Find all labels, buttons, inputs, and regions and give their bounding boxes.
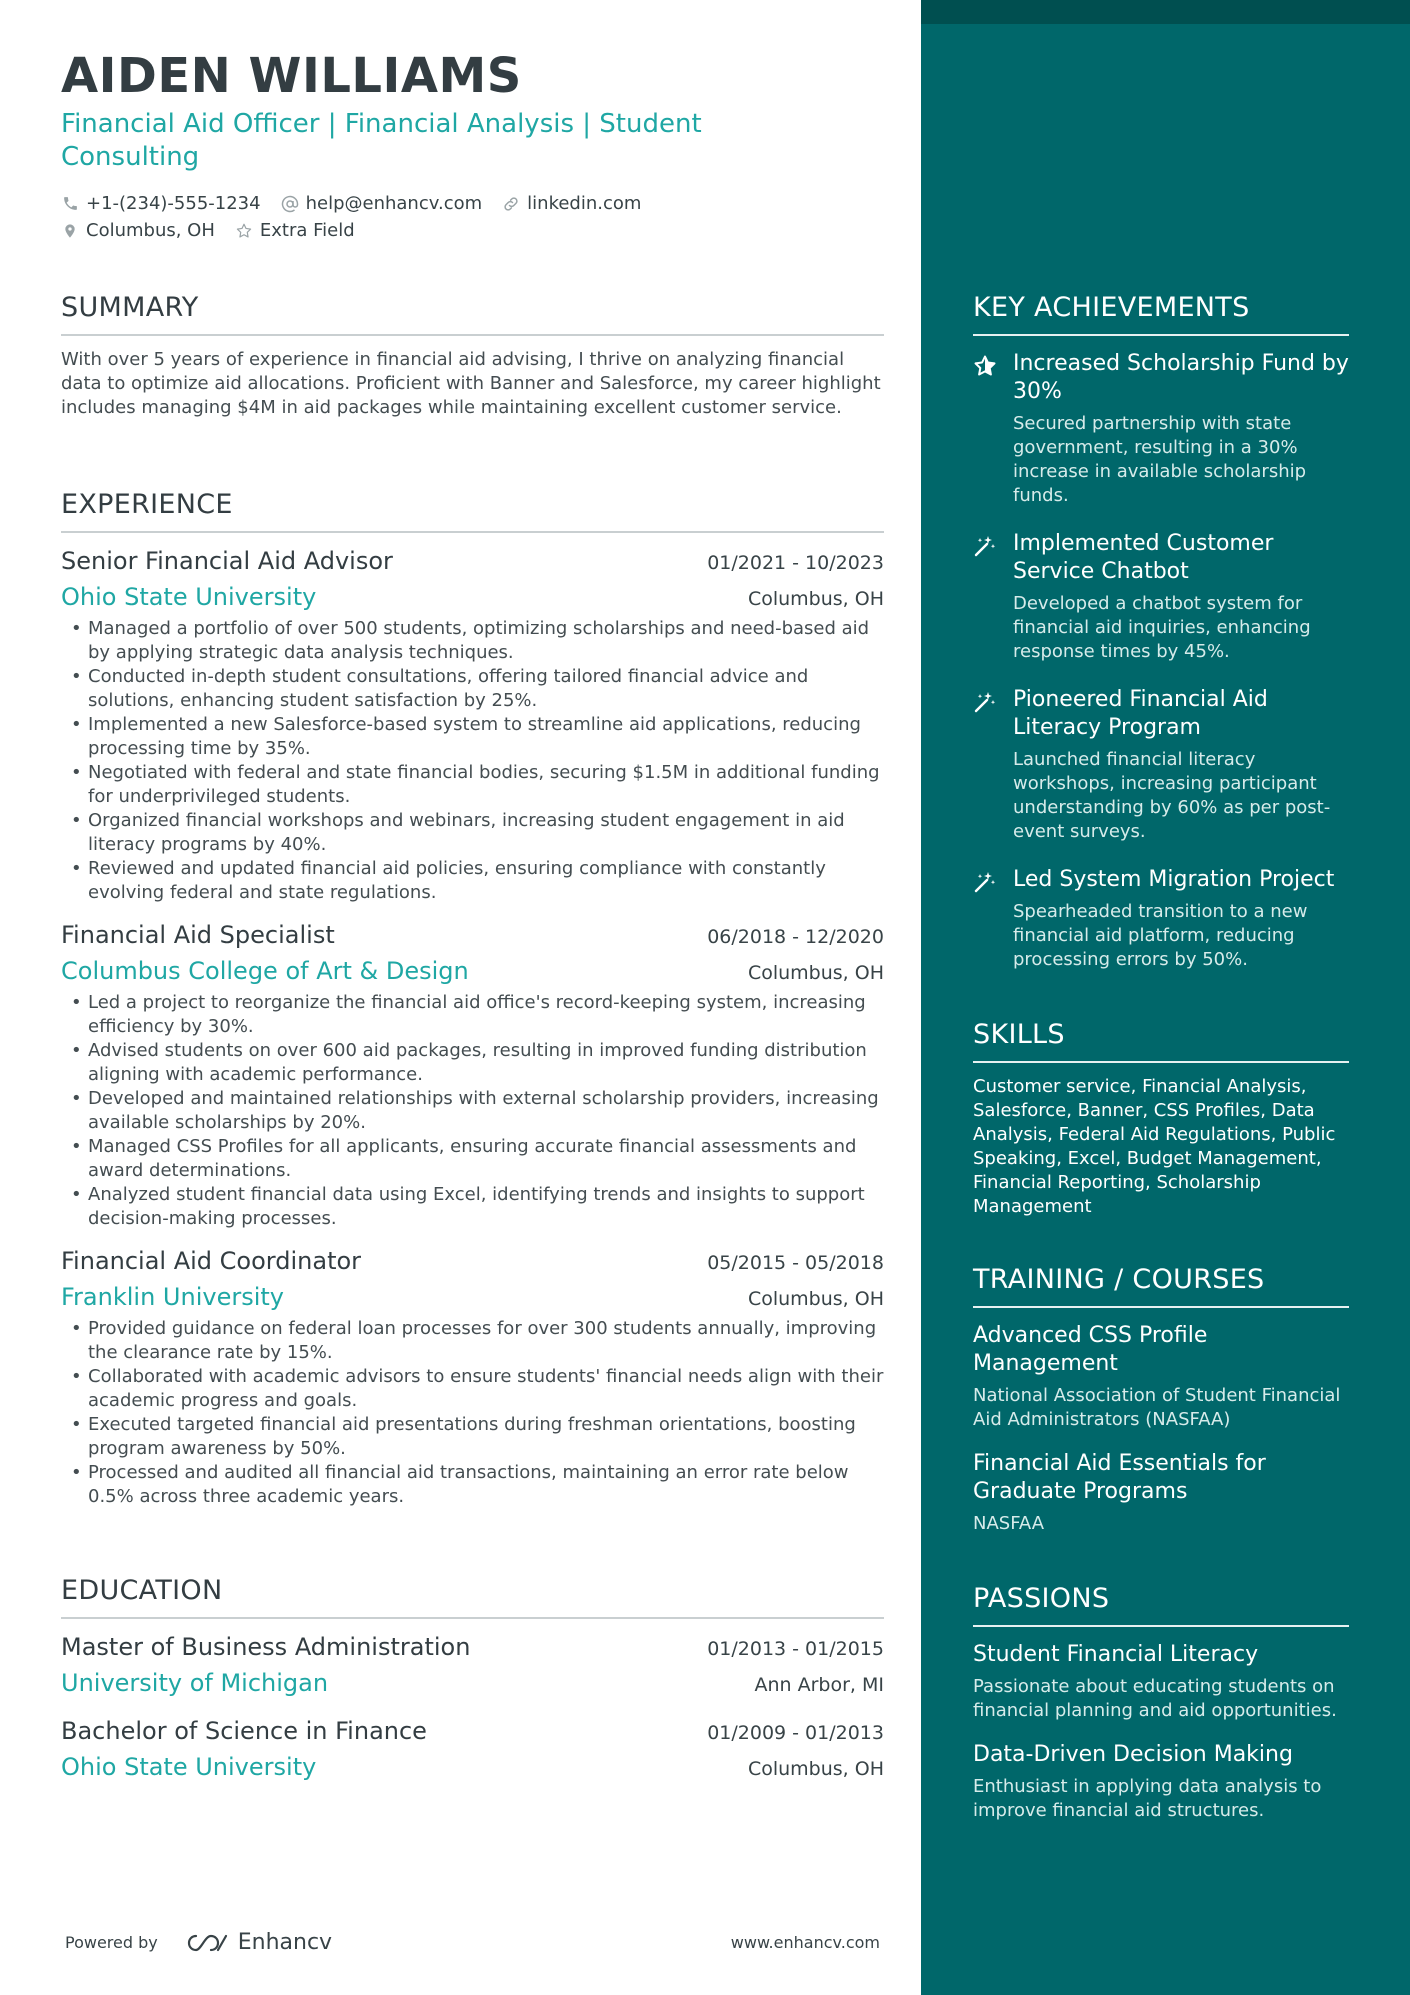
- education-dates: 01/2013 - 01/2015: [707, 1638, 884, 1660]
- experience-title: EXPERIENCE: [61, 487, 884, 533]
- job-bullets: [61, 991, 884, 1231]
- job-location: Columbus, OH: [747, 588, 884, 610]
- job-dates: 01/2021 - 10/2023: [707, 552, 884, 574]
- job-bullet: • Managed CSS Profiles for all applicants, ensuring accurate financial assessments and award determinations.: [61, 1135, 884, 1183]
- enhancv-logo[interactable]: [184, 1930, 332, 1955]
- achievement-description: Developed a chatbot system for financial aid inquiries, enhancing response times by 45%.: [1013, 593, 1311, 662]
- email-contact[interactable]: [281, 190, 483, 217]
- education-school: University of Michigan: [61, 1669, 329, 1697]
- job-dates: 06/2018 - 12/2020: [707, 926, 884, 948]
- job-bullet: • Negotiated with federal and state financial bodies, securing $1.5M in additional funding for underprivileged students.: [61, 761, 884, 809]
- achievement-title: Implemented Customer Service Chatbot: [1013, 531, 1274, 584]
- job-bullet: • Provided guidance on federal loan processes for over 300 students annually, improving the clearance rate by 15%.: [61, 1317, 884, 1365]
- job-bullets: [61, 1317, 884, 1509]
- job-location: Columbus, OH: [747, 1288, 884, 1310]
- job-bullet: • Reviewed and updated financial aid policies, ensuring compliance with constantly evolving federal and state regulations.: [61, 857, 884, 905]
- job-dates: 05/2015 - 05/2018: [707, 1252, 884, 1274]
- summary-section: [61, 290, 884, 420]
- passions-section: [973, 1581, 1349, 1823]
- achievements-title: KEY ACHIEVEMENTS: [973, 290, 1349, 336]
- achievement-title: Pioneered Financial Aid Literacy Program: [1013, 687, 1268, 740]
- job-entry: [61, 1245, 884, 1509]
- job-bullet: • Advised students on over 600 aid packages, resulting in improved funding distribution aligning with academic performance.: [61, 1039, 884, 1087]
- magic-wand-icon: [973, 686, 999, 844]
- job-bullet: • Implemented a new Salesforce-based system to streamline aid applications, reducing processing time by 35%.: [61, 713, 884, 761]
- job-organization: Columbus College of Art & Design: [61, 957, 469, 985]
- magic-wand-icon: [973, 530, 999, 664]
- star-icon: [973, 350, 999, 508]
- phone-contact: [61, 190, 261, 217]
- location-contact: [61, 217, 215, 244]
- website-link[interactable]: www.enhancv.com: [730, 1933, 880, 1952]
- resume-header: [61, 46, 884, 244]
- achievement-item: [973, 686, 1349, 844]
- summary-title: SUMMARY: [61, 290, 884, 336]
- education-entry: [61, 1715, 884, 1783]
- skills-section: [973, 1017, 1349, 1219]
- job-role: Financial Aid Specialist: [61, 921, 335, 949]
- achievement-title: Increased Scholarship Fund by 30%: [1013, 351, 1349, 404]
- education-degree: Bachelor of Science in Finance: [61, 1717, 427, 1745]
- contact-info: [61, 190, 884, 244]
- job-bullet: • Executed targeted financial aid presentations during freshman orientations, boosting program awareness by 50%.: [61, 1413, 884, 1461]
- achievement-description: Launched financial literacy workshops, increasing participant understanding by 60% as per post-event surveys.: [1013, 749, 1331, 842]
- brand-name: Enhancv: [237, 1930, 333, 1955]
- summary-text: With over 5 years of experience in financial aid advising, I thrive on analyzing financial data to optimize aid allocations. Proficient with Banner and Salesforce, my career highlight includes managing $4M in aid packages while maintaining excellent customer service.: [61, 349, 881, 418]
- education-dates: 01/2009 - 01/2013: [707, 1722, 884, 1744]
- powered-by: [65, 1930, 332, 1955]
- powered-by-label: Powered by: [65, 1933, 158, 1952]
- job-location: Columbus, OH: [747, 962, 884, 984]
- education-entry: [61, 1631, 884, 1699]
- education-location: Columbus, OH: [747, 1758, 884, 1780]
- job-organization: Franklin University: [61, 1283, 284, 1311]
- education-degree: Master of Business Administration: [61, 1633, 471, 1661]
- achievement-item: [973, 350, 1349, 508]
- achievement-title: Led System Migration Project: [1013, 867, 1335, 892]
- link-icon: [502, 195, 520, 213]
- course-provider: National Association of Student Financial Aid Administrators (NASFAA): [973, 1385, 1341, 1430]
- location-text: Columbus, OH: [86, 220, 215, 241]
- skills-title: SKILLS: [973, 1017, 1349, 1063]
- achievement-item: [973, 866, 1349, 972]
- passion-description: Enthusiast in applying data analysis to improve financial aid structures.: [973, 1776, 1322, 1821]
- education-title: EDUCATION: [61, 1573, 884, 1619]
- passion-title: Student Financial Literacy: [973, 1642, 1259, 1667]
- extra-field-text: Extra Field: [259, 220, 355, 241]
- training-title: TRAINING / COURSES: [973, 1262, 1349, 1308]
- job-bullet: • Led a project to reorganize the financial aid office's record-keeping system, increasing efficiency by 30%.: [61, 991, 884, 1039]
- job-bullet: • Collaborated with academic advisors to ensure students' financial needs align with their academic progress and goals.: [61, 1365, 884, 1413]
- job-bullets: [61, 617, 884, 905]
- experience-section: [61, 487, 884, 1509]
- job-bullet: • Organized financial workshops and webinars, increasing student engagement in aid literacy programs by 40%.: [61, 809, 884, 857]
- at-sign-icon: [281, 195, 299, 213]
- training-section: [973, 1262, 1349, 1536]
- achievement-item: [973, 530, 1349, 664]
- infinity-logo-icon: [184, 1931, 230, 1955]
- job-role: Financial Aid Coordinator: [61, 1247, 362, 1275]
- candidate-name: AIDEN WILLIAMS: [61, 48, 522, 104]
- job-role: Senior Financial Aid Advisor: [61, 547, 393, 575]
- achievement-description: Secured partnership with state government, resulting in a 30% increase in available scholarship funds.: [1013, 413, 1307, 506]
- passions-title: PASSIONS: [973, 1581, 1349, 1627]
- course-provider: NASFAA: [973, 1513, 1045, 1534]
- course-title: Financial Aid Essentials for Graduate Programs: [973, 1451, 1266, 1504]
- map-pin-icon: [61, 222, 79, 240]
- sidebar-top-bar: [921, 0, 1410, 24]
- phone-icon: [61, 195, 79, 213]
- achievement-description: Spearheaded transition to a new financial aid platform, reducing processing errors by 50%.: [1013, 901, 1308, 970]
- job-bullet: • Conducted in-depth student consultations, offering tailored financial advice and solutions, enhancing student satisfaction by 25%.: [61, 665, 884, 713]
- job-bullet: • Developed and maintained relationships with external scholarship providers, increasing available scholarships by 20%.: [61, 1087, 884, 1135]
- candidate-tagline: Financial Aid Officer | Financial Analysis | Student Consulting: [61, 109, 702, 172]
- course-title: Advanced CSS Profile Management: [973, 1323, 1208, 1376]
- education-school: Ohio State University: [61, 1753, 317, 1781]
- passion-title: Data-Driven Decision Making: [973, 1742, 1293, 1767]
- education-section: [61, 1573, 884, 1783]
- footer: [65, 1930, 880, 1955]
- education-location: Ann Arbor, MI: [754, 1674, 884, 1696]
- email-text: help@enhancv.com: [305, 193, 483, 214]
- achievements-section: [973, 290, 1349, 972]
- job-entry: [61, 545, 884, 905]
- job-bullet: • Managed a portfolio of over 500 students, optimizing scholarships and need-based aid by applying strategic data analysis techniques.: [61, 617, 884, 665]
- magic-wand-icon: [973, 866, 999, 972]
- linkedin-contact[interactable]: [502, 190, 641, 217]
- job-organization: Ohio State University: [61, 583, 317, 611]
- job-entry: [61, 919, 884, 1231]
- job-bullet: • Processed and audited all financial aid transactions, maintaining an error rate below 0.5% across three academic years.: [61, 1461, 884, 1509]
- skills-list: Customer service, Financial Analysis, Salesforce, Banner, CSS Profiles, Data Analysis, Federal Aid Regulations, Public Speaking, Excel, Budget Management, Financial Reporting, Scholarship Management: [973, 1076, 1336, 1217]
- passion-description: Passionate about educating students on financial planning and aid opportunities.: [973, 1676, 1337, 1721]
- extra-field-contact: [235, 217, 355, 244]
- phone-text: +1-(234)-555-1234: [86, 193, 261, 214]
- linkedin-text: linkedin.com: [527, 193, 642, 214]
- job-bullet: • Analyzed student financial data using Excel, identifying trends and insights to support decision-making processes.: [61, 1183, 884, 1231]
- star-outline-icon: [235, 222, 253, 240]
